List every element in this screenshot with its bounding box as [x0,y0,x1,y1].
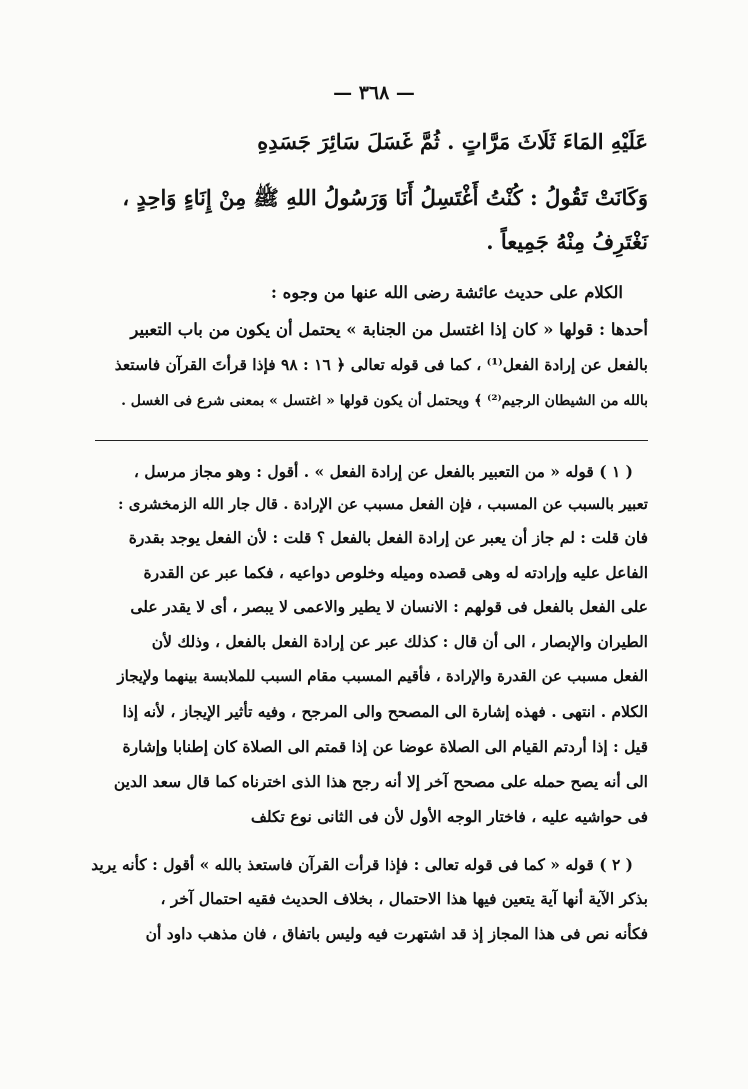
commentary-heading: الكلام على حديث عائشة رضى الله عنها من وجوه : [270,283,623,302]
footnote-1-line: الفعل مسبب عن القدرة والإرادة ، فأقيم المسبب مقام السبب للملابسة بينهما ولإيجاز [117,667,648,685]
footnote-2-line: بذكر الآية أنها آية يتعين فيها هذا الاحتمال ، بخلاف الحديث فقيه احتمال آخر ، [160,889,648,908]
commentary-line: بالله من الشيطان الرجيم⁽²⁾ ﴾ ويحتمل أن يكون قولها « اغتسل » بمعنى شرع فى الغسل . [121,393,648,409]
footnote-1-line: فان قلت : لم جاز أن يعبر عن إرادة الفعل بالفعل ؟ قلت : لأن الفعل يوجد بقدرة [128,528,648,547]
footnote-1-line: الطيران والإبصار ، الى أن قال : كذلك عبر عن إرادة الفعل بالفعل ، وذلك لأن [151,632,648,651]
footnote-1-line: تعبير بالسبب عن المسبب ، فإن الفعل مسبب عن الإرادة . قال جار الله الزمخشرى : [117,495,648,513]
footnote-divider [95,440,648,441]
footnote-1-line: الكلام . انتهى . فهذه إشارة الى المصحح والى المرجح ، وفيه تأثير الإيجاز ، لأنه إذا [122,702,648,721]
commentary-line: أحدها : قولها « كان إذا اغتسل من الجنابة » يحتمل أن يكون من باب التعبير [130,320,648,339]
footnote-1-line: الفاعل عليه وإرادته له وهى قصده وميله وخلوص دواعيه ، فكما عبر عن القدرة [143,563,648,582]
footnote-1-line: ( ١ ) قوله « من التعبير بالفعل عن إرادة الفعل » . أقول : وهو مجاز مرسل ، [133,462,633,481]
footnote-1-line: الى أنه يصح حمله على مصحح آخر إلا أنه رجح هذا الذى اخترناه كما قال سعد الدين [113,772,648,791]
footnote-2-line: فكأنه نص فى هذا المجاز إذ قد اشتهرت فيه وليس باتفاق ، فان مذهب داود أن [145,924,648,943]
footnote-2-line: ( ٢ ) قوله « كما فى قوله تعالى : فإذا قرأت القرآن فاستعذ بالله » أقول : كأنه يريد [91,855,633,874]
footnote-1-line: قيل : إذا أردتم القيام الى الصلاة عوضا عن إذا قمتم الى الصلاة كان إطنابا وإشارة [122,737,648,756]
page-number: — ٣٦٨ — [333,82,415,104]
footnote-1-line: على الفعل بالفعل فى قولهم : الانسان لا يطير والاعمى لا يبصر ، أى لا يقدر على [130,597,648,616]
footnote-1-line: فى حواشيه عليه ، فاختار الوجه الأول لأن فى الثانى نوع تكلف [250,807,648,826]
hadith-line: وَكَانَتْ تَقُولُ : كُنْتُ أَغْتَسِلُ أَنَا وَرَسُولُ اللهِ ﷺ مِنْ إِنَاءٍ وَاحِدٍ ، [122,185,648,210]
hadith-line: نَغْتَرِفُ مِنْهُ جَمِيعاً . [486,229,648,254]
hadith-line: عَلَيْهِ المَاءَ ثَلَاثَ مَرَّاتٍ . ثُمَّ غَسَلَ سَائِرَ جَسَدِهِ [257,129,648,154]
commentary-line: بالفعل عن إرادة الفعل⁽¹⁾ ، كما فى قوله تعالى ﴿ ١٦ : ٩٨ فإذا قرأتَ القرآن فاستعذ [114,355,648,374]
